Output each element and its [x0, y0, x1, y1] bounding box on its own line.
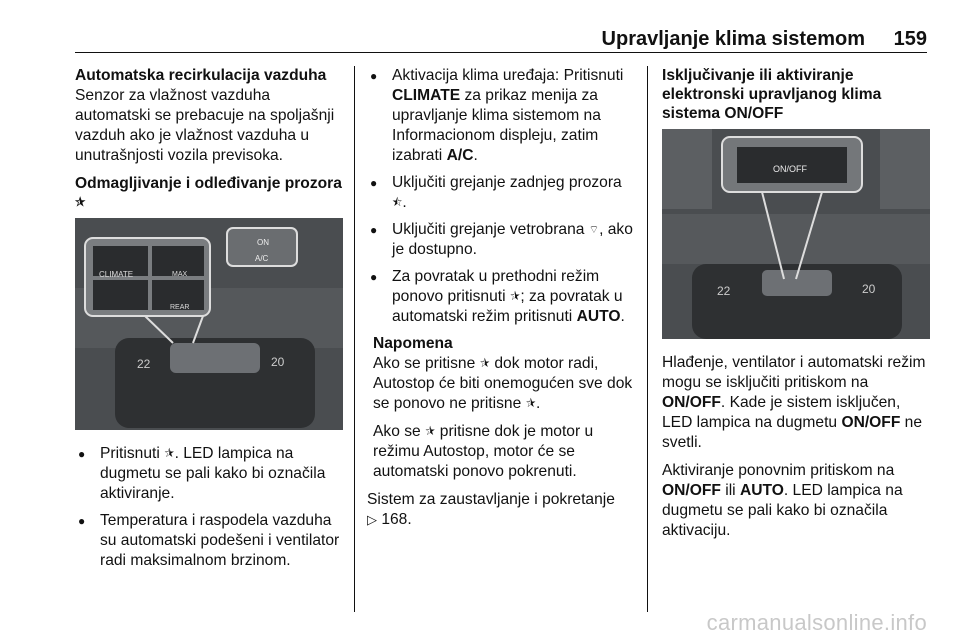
- page-number: 159: [893, 28, 927, 50]
- list-item: ● Temperatura i raspodela vazduha su automatski podešeni i ventilator radi maksimalnom brzinom.: [75, 511, 343, 571]
- section-heading: Isključivanje ili aktiviranje elektronski upravljanog klima sistema ON/OFF: [662, 67, 882, 122]
- paragraph: Hlađenje, ventilator i automatski režim mogu se isključiti pritiskom na ON/OFF. Kade je sistem isključen, LED lampica na dugmetu ON/OFF ne svetli.: [662, 354, 926, 451]
- column-3: [662, 66, 930, 549]
- section-heading: Odmagljivanje i odleđivanje prozora ⯫: [75, 175, 342, 209]
- xref-arrow-icon: ▷: [367, 513, 377, 528]
- note-box: [367, 334, 637, 482]
- max-defrost-icon: ⯫: [425, 425, 436, 438]
- paragraph: Sistem za zaustavljanje i pokretanje ▷ 168.: [367, 491, 615, 528]
- column-1: [75, 66, 343, 578]
- max-button-label: MAX: [172, 271, 188, 278]
- on-button-label: ON: [257, 238, 269, 247]
- column-2: [367, 66, 637, 539]
- note-heading: Napomena: [373, 335, 453, 352]
- page-header: [0, 0, 960, 50]
- paragraph: Senzor za vlažnost vazduha automatski se prebacuje na spoljašnji vazduh ako je vlažnost vazduha u unutrašnjosti vozila previsoka.: [75, 87, 335, 164]
- max-defrost-icon: ⯫: [75, 196, 86, 209]
- ac-button-label: A/C: [255, 254, 269, 263]
- header-rule: [75, 52, 927, 53]
- max-defrost-icon: ⯫: [479, 357, 491, 370]
- list-item: ● Aktivacija klima uređaja: Pritisnuti CLIMATE za prikaz menija za upravljanje klima sistemom na Informacionom displeju, zatim izabrati A/C.: [367, 66, 637, 166]
- temp-right-readout: 20: [862, 282, 876, 296]
- note-paragraph: Ako se ⯫ pritisne dok je motor u režimu Autostop, motor će se automatski ponovo pokrenuti.: [373, 423, 594, 480]
- max-defrost-icon: ⯫: [525, 397, 536, 410]
- cross-reference-link[interactable]: 168.: [377, 511, 412, 528]
- page-title: Upravljanje klima sistemom: [601, 28, 865, 50]
- temp-left-readout: 22: [137, 357, 151, 371]
- list-item: ● Pritisnuti ⯫. LED lampica na dugmetu se pali kako bi označila aktiviranje.: [75, 444, 343, 504]
- list-item: ● Uključiti grejanje zadnjeg prozora ⯪.: [367, 173, 637, 213]
- max-defrost-icon: ⯫: [509, 290, 521, 303]
- list-item: ● Uključiti grejanje vetrobrana ⌔, ako je dostupno.: [367, 220, 637, 260]
- column-divider: [354, 66, 355, 612]
- rear-window-heating-icon: ⯪: [392, 196, 403, 209]
- on-off-figure: [662, 129, 930, 339]
- max-defrost-icon: ⯫: [164, 447, 175, 460]
- windscreen-heating-icon: ⌔: [588, 223, 600, 236]
- column-divider: [647, 66, 648, 612]
- defrost-figure: [75, 218, 343, 430]
- paragraph: Aktiviranje ponovnim pritiskom na ON/OFF ili AUTO. LED lampica na dugmetu se pali kako bi označila aktivaciju.: [662, 462, 903, 539]
- climate-button-label: CLIMATE: [99, 270, 134, 279]
- temp-left-readout: 22: [717, 284, 731, 298]
- list-item: ● Za povratak u prethodni režim ponovo pritisnuti ⯫; za povratak u automatski režim pritisnuti AUTO.: [367, 267, 637, 327]
- on-off-button-label: ON/OFF: [773, 164, 807, 174]
- rear-button-label: REAR: [170, 304, 190, 311]
- watermark: carmanualsonline.info: [706, 610, 927, 635]
- temp-right-readout: 20: [271, 355, 285, 369]
- note-paragraph: Ako se pritisne ⯫ dok motor radi, Autostop će biti onemogućen sve dok se ponovo ne pritisne ⯫.: [373, 355, 633, 412]
- section-heading: Automatska recirkulacija vazduha: [75, 67, 327, 84]
